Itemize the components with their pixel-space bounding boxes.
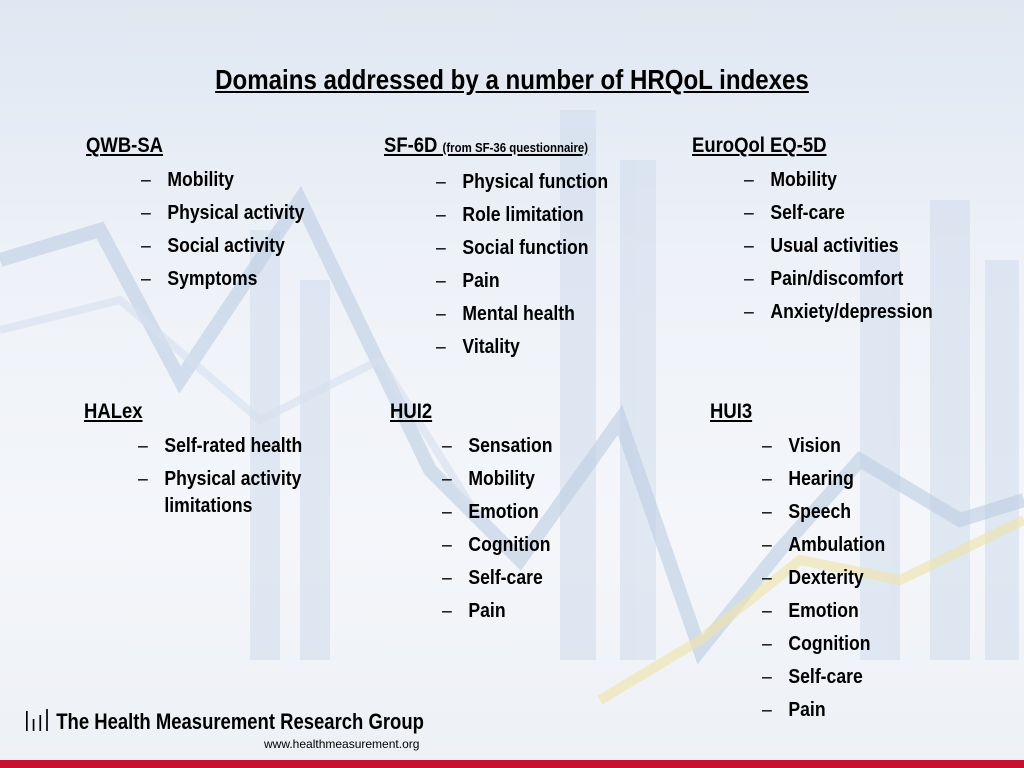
org-logo xyxy=(26,709,424,735)
list-item: – Self-care xyxy=(442,562,697,595)
list-item: – Mobility xyxy=(141,164,396,197)
dash-bullet: – xyxy=(744,268,754,290)
dash-bullet: – xyxy=(436,270,446,292)
dash-bullet: – xyxy=(762,666,772,688)
block-eq5d xyxy=(692,132,992,329)
dash-bullet: – xyxy=(436,171,446,193)
block-hui3 xyxy=(710,398,1010,727)
block-heading: QWB-SA xyxy=(86,134,163,157)
list-item: – Pain xyxy=(436,265,691,298)
domain-list xyxy=(762,430,1010,727)
block-qwbsa xyxy=(86,132,386,296)
list-item: – Dexterity xyxy=(762,562,1017,595)
list-item: – Hearing xyxy=(762,463,1017,496)
list-item: – Physical activity xyxy=(141,197,396,230)
list-item: – Social activity xyxy=(141,230,396,263)
dash-bullet: – xyxy=(442,600,452,622)
domain-list xyxy=(436,166,684,364)
org-name: The Health Measurement Research Group xyxy=(56,709,424,734)
dash-bullet: – xyxy=(436,336,446,358)
list-item: – Self-rated health xyxy=(138,430,393,463)
heading-note: (from SF-36 questionnaire) xyxy=(442,140,589,155)
block-heading: HALex xyxy=(84,400,143,423)
bar-chart-logo-icon xyxy=(26,709,51,731)
dash-bullet: – xyxy=(442,534,452,556)
list-item: – Speech xyxy=(762,496,1017,529)
list-item: – Pain xyxy=(762,694,1017,727)
list-item: – Self-care xyxy=(762,661,1017,694)
dash-bullet: – xyxy=(141,169,151,191)
list-item: – Physical activity limitations xyxy=(138,463,332,520)
list-item: – Cognition xyxy=(762,628,1017,661)
dash-bullet: – xyxy=(436,303,446,325)
block-halex xyxy=(84,398,384,520)
dash-bullet: – xyxy=(442,435,452,457)
domain-list xyxy=(138,430,384,520)
dash-bullet: – xyxy=(744,301,754,323)
dash-bullet: – xyxy=(762,534,772,556)
domain-list xyxy=(141,164,386,296)
dash-bullet: – xyxy=(141,235,151,257)
list-item: – Vision xyxy=(762,430,1017,463)
dash-bullet: – xyxy=(442,468,452,490)
list-item: – Mental health xyxy=(436,298,691,331)
dash-bullet: – xyxy=(762,435,772,457)
list-item: – Emotion xyxy=(442,496,697,529)
list-item: – Social function xyxy=(436,232,691,265)
slide-title: Domains addressed by a number of HRQoL indexes xyxy=(215,64,809,95)
dash-bullet: – xyxy=(762,600,772,622)
dash-bullet: – xyxy=(744,202,754,224)
dash-bullet: – xyxy=(762,468,772,490)
dash-bullet: – xyxy=(138,435,148,457)
dash-bullet: – xyxy=(762,567,772,589)
list-item: – Pain xyxy=(442,595,697,628)
list-item: – Ambulation xyxy=(762,529,1017,562)
domain-list xyxy=(442,430,690,628)
dash-bullet: – xyxy=(442,501,452,523)
list-item: – Role limitation xyxy=(436,199,691,232)
dash-bullet: – xyxy=(744,169,754,191)
dash-bullet: – xyxy=(762,633,772,655)
block-hui2 xyxy=(390,398,690,628)
block-heading: HUI2 xyxy=(390,400,433,423)
dash-bullet: – xyxy=(762,501,772,523)
dash-bullet: – xyxy=(141,268,151,290)
dash-bullet: – xyxy=(141,202,151,224)
list-item: – Emotion xyxy=(762,595,1017,628)
list-item: – Mobility xyxy=(744,164,999,197)
list-item: – Sensation xyxy=(442,430,697,463)
list-item: – Anxiety/depression xyxy=(744,296,999,329)
dash-bullet: – xyxy=(744,235,754,257)
list-item: – Self-care xyxy=(744,197,999,230)
block-heading: SF-6D (from SF-36 questionnaire) xyxy=(384,134,589,157)
list-item: – Usual activities xyxy=(744,230,999,263)
block-heading: EuroQol EQ-5D xyxy=(692,134,827,157)
org-url[interactable]: www.healthmeasurement.org xyxy=(264,737,420,751)
dash-bullet: – xyxy=(442,567,452,589)
list-item: – Cognition xyxy=(442,529,697,562)
block-heading: HUI3 xyxy=(710,400,753,423)
list-item: – Pain/discomfort xyxy=(744,263,999,296)
list-item: – Physical function xyxy=(436,166,691,199)
list-item: – Symptoms xyxy=(141,263,396,296)
dash-bullet: – xyxy=(436,204,446,226)
block-sf6d xyxy=(384,132,684,364)
dash-bullet: – xyxy=(436,237,446,259)
accent-bar xyxy=(0,760,1024,768)
list-item: – Vitality xyxy=(436,331,691,364)
domain-list xyxy=(744,164,992,329)
list-item: – Mobility xyxy=(442,463,697,496)
dash-bullet: – xyxy=(138,468,148,490)
dash-bullet: – xyxy=(762,699,772,721)
